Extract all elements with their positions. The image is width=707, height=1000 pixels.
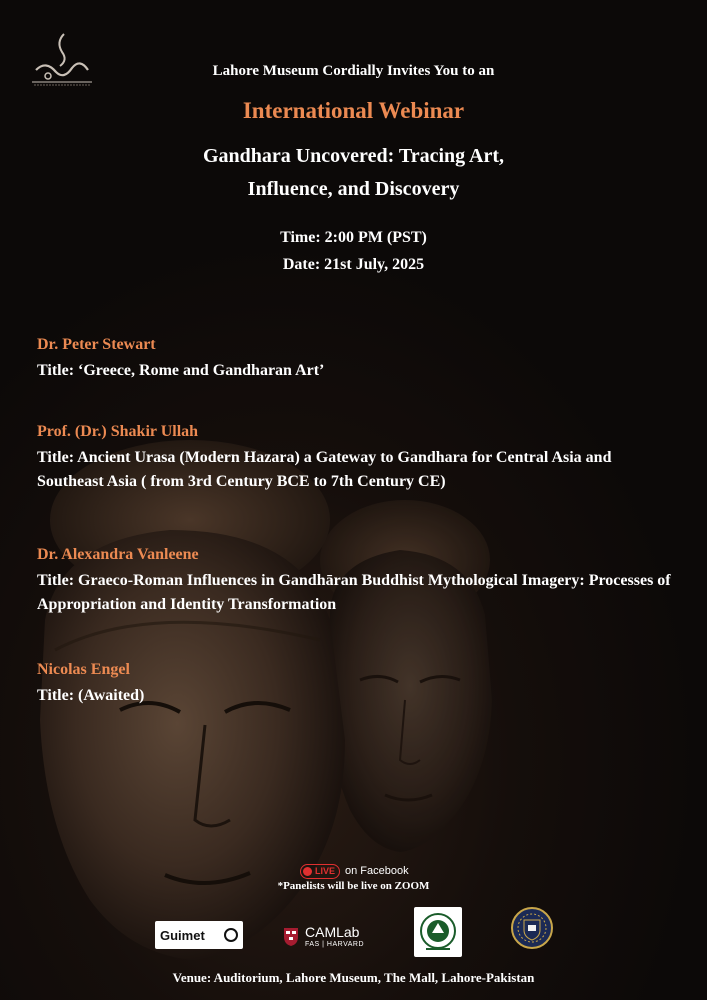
speaker-name: Nicolas Engel [37, 661, 130, 678]
talk-item [37, 545, 677, 617]
event-type: International Webinar [242, 98, 465, 123]
invite-line: Lahore Museum Cordially Invites You to an [212, 63, 495, 79]
guimet-mark-icon [224, 928, 238, 942]
lahore-museum-logo [26, 30, 98, 90]
camlab-name: CAMLab [305, 924, 360, 940]
harvard-shield-icon [283, 927, 299, 947]
venue-line: Venue: Auditorium, Lahore Museum, The Mall, Lahore-Pakistan [172, 970, 535, 985]
live-badge-label: LIVE [315, 866, 336, 876]
oxford-crest-logo [510, 906, 554, 950]
guimet-logo-text: Guimet [160, 927, 205, 943]
webinar-title-line2: Influence, and Discovery [247, 178, 460, 200]
camlab-harvard-logo [283, 923, 383, 951]
guimet-logo [155, 921, 243, 949]
event-time: Time: 2:00 PM (PST) [280, 229, 427, 246]
webinar-title-line1: Gandhara Uncovered: Tracing Art, [202, 145, 505, 167]
oxford-crest-icon [510, 906, 554, 950]
camlab-sub: FAS | HARVARD [305, 941, 365, 948]
live-badge [300, 864, 340, 879]
live-play-icon [303, 867, 312, 876]
emblem-icon [418, 911, 458, 953]
speaker-name: Dr. Peter Stewart [37, 336, 156, 353]
speaker-name: Prof. (Dr.) Shakir Ullah [37, 423, 199, 440]
talk-item [37, 660, 677, 708]
talk-item [37, 335, 677, 383]
event-date: Date: 21st July, 2025 [282, 256, 425, 273]
talk-item [37, 422, 677, 494]
live-platform: on Facebook [345, 865, 409, 877]
university-emblem-logo [414, 907, 462, 957]
speaker-name: Dr. Alexandra Vanleene [37, 546, 199, 563]
talk-title: Title: (Awaited) [37, 687, 145, 704]
live-on-facebook [300, 863, 409, 879]
talk-title: Title: Graeco-Roman Influences in Gandhāran Buddhist Mythological Imagery: Processes of Appropriation and Identity Transformation [37, 572, 671, 613]
talk-title: Title: ‘Greece, Rome and Gandharan Art’ [37, 362, 325, 379]
panelists-note: *Panelists will be live on ZOOM [277, 880, 430, 892]
talk-title: Title: Ancient Urasa (Modern Hazara) a Gateway to Gandhara for Central Asia and Southeast Asia ( from 3rd Century BCE to 7th Century CE) [37, 449, 612, 490]
